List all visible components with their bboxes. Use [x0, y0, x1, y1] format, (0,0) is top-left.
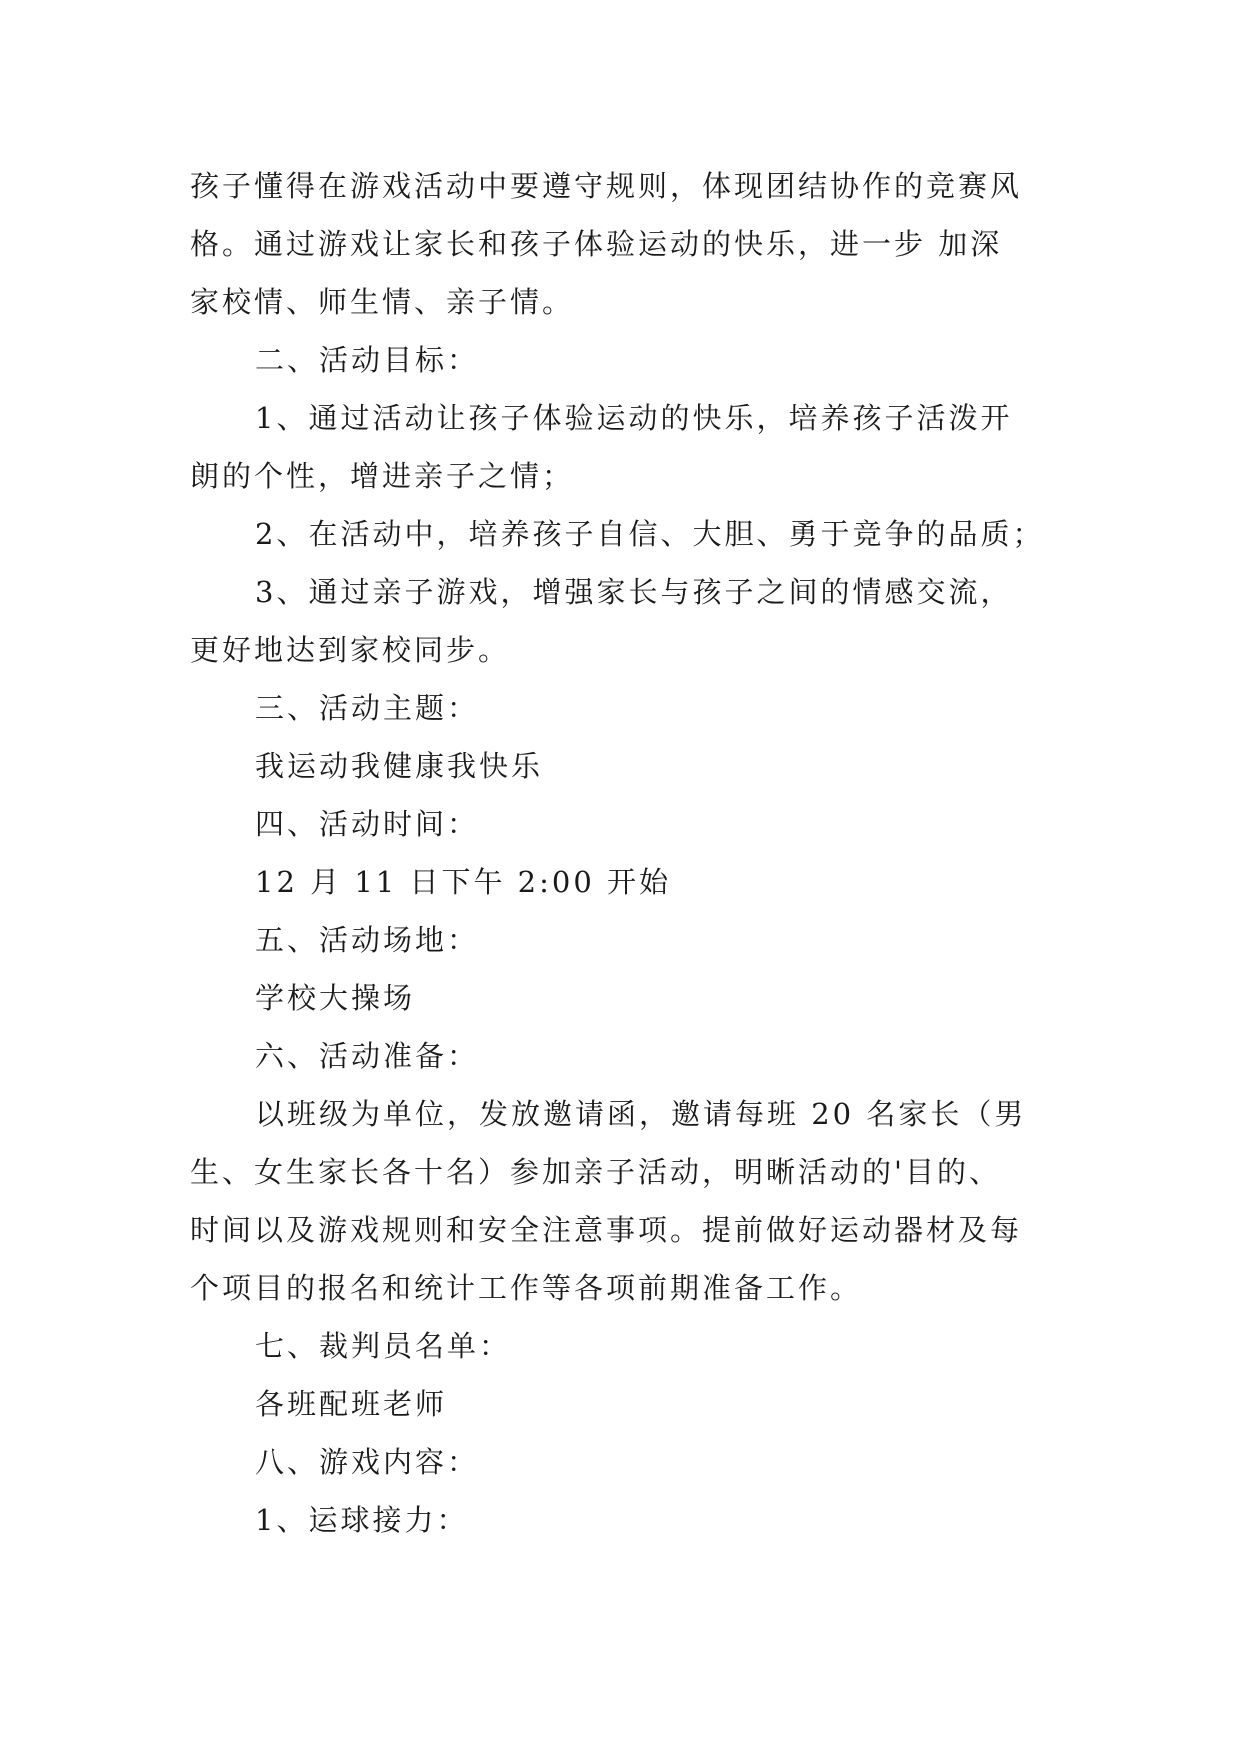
body-text-line: 以班级为单位，发放邀请函，邀请每班 20 名家长（男	[255, 1097, 1027, 1131]
body-text-line: 格。通过游戏让家长和孩子体验运动的快乐，进一步 加深	[190, 227, 1003, 261]
body-text-line: 家校情、师生情、亲子情。	[190, 285, 575, 319]
section-heading-time: 四、活动时间：	[255, 807, 480, 841]
list-item-text: 1、通过活动让孩子体验运动的快乐，培养孩子活泼开	[255, 401, 1013, 435]
body-text-line: 12 月 11 日下午 2:00 开始	[255, 865, 672, 899]
body-text-line: 生、女生家长各十名）参加亲子活动，明晰活动的'目的、	[190, 1155, 1001, 1189]
section-heading-games: 八、游戏内容：	[255, 1445, 480, 1479]
list-item-text: 1、运球接力：	[255, 1503, 469, 1537]
body-text-line: 朗的个性，增进亲子之情；	[190, 459, 575, 493]
body-text-line: 孩子懂得在游戏活动中要遵守规则，体现团结协作的竞赛风	[190, 169, 1023, 203]
body-text-line: 时间以及游戏规则和安全注意事项。提前做好运动器材及每	[190, 1213, 1023, 1247]
section-heading-referees: 七、裁判员名单：	[255, 1329, 512, 1363]
list-item-text: 3、通过亲子游戏，增强家长与孩子之间的情感交流，	[255, 575, 1013, 609]
section-heading-theme: 三、活动主题：	[255, 691, 480, 725]
body-text-line: 各班配班老师	[255, 1387, 448, 1421]
body-text-line: 更好地达到家校同步。	[190, 633, 511, 667]
section-heading-objectives: 二、活动目标：	[255, 343, 480, 377]
body-text-line: 我运动我健康我快乐	[255, 749, 544, 783]
body-text-line: 个项目的报名和统计工作等各项前期准备工作。	[190, 1271, 863, 1305]
section-heading-venue: 五、活动场地：	[255, 923, 480, 957]
list-item-text: 2、在活动中，培养孩子自信、大胆、勇于竞争的品质；	[255, 517, 1045, 551]
section-heading-preparation: 六、活动准备：	[255, 1039, 480, 1073]
body-text-line: 学校大操场	[255, 981, 416, 1015]
